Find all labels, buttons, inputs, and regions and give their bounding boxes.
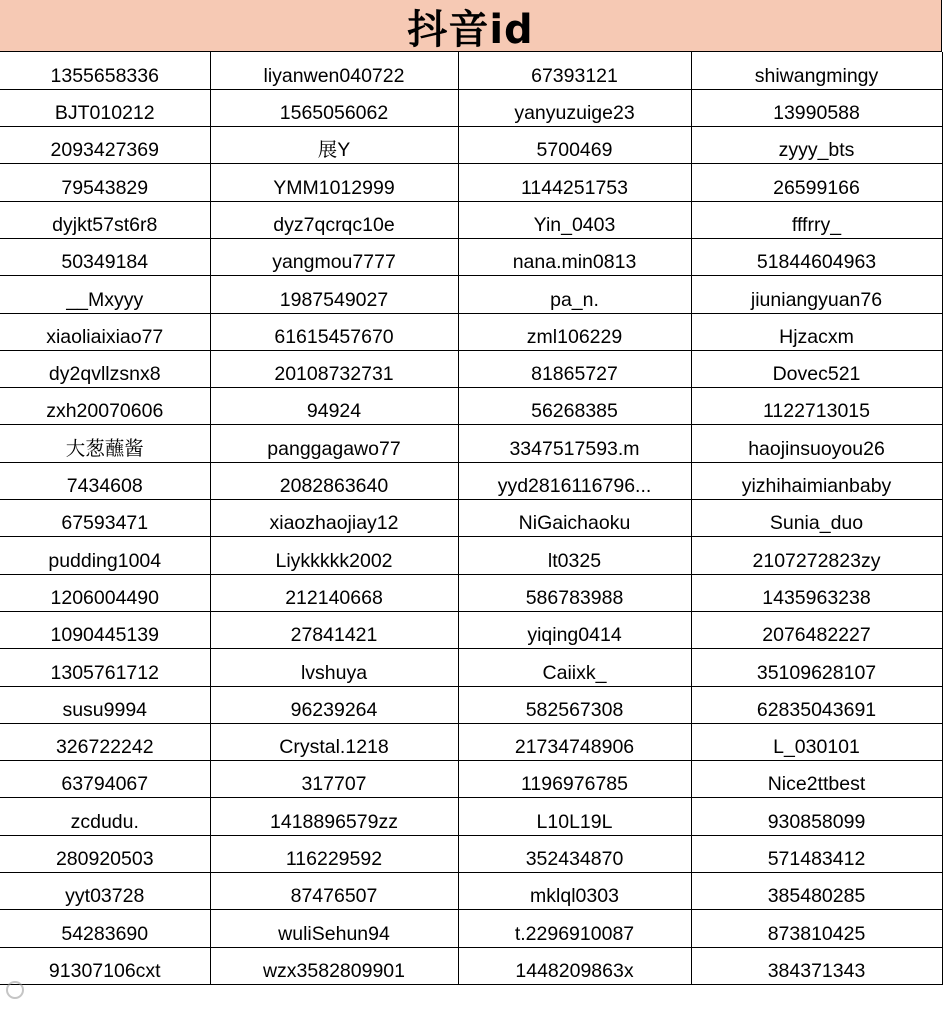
cell-text: 7434608 [66,475,143,498]
table-row [0,350,942,387]
table-cell [210,798,458,835]
table-cell [0,350,210,387]
cell-text: 1418896579zz [270,810,398,833]
cell-text: 586783988 [525,586,624,609]
table-cell [691,462,942,499]
cell-text: 1122713015 [762,400,870,423]
table-cell [0,873,210,910]
cell-text: 27841421 [290,624,378,647]
table-row [0,500,942,537]
cell-text: 1206004490 [50,586,159,609]
table-cell [458,761,691,798]
table-cell [0,52,210,89]
cell-text: xiaoliaixiao77 [46,325,164,348]
table-row [0,873,942,910]
cell-text: 1144251753 [520,176,628,199]
cell-text: 54283690 [61,922,149,945]
table-cell [458,574,691,611]
page-title: 抖音id [407,7,534,53]
table-cell [210,462,458,499]
cell-text: L_030101 [773,736,860,759]
table-row [0,537,942,574]
cell-text: 67393121 [531,64,618,87]
cell-text: 20108732731 [274,363,394,386]
table-cell [0,238,210,275]
cell-text: L10L19L [536,810,613,833]
table-cell [210,611,458,648]
table-cell [210,649,458,686]
table-cell [458,89,691,126]
table-cell [210,537,458,574]
table-row [0,89,942,126]
cell-text: 280920503 [55,848,154,871]
table-cell [458,276,691,313]
cell-text: 326722242 [55,736,154,759]
cell-text: fffrry_ [791,213,842,236]
cell-text: 91307106cxt [48,959,161,982]
cell-text: 1448209863x [515,959,634,982]
table-cell [458,164,691,201]
cell-text: lt0325 [547,549,602,572]
cell-text: lvshuya [300,661,368,684]
cell-text: BJT010212 [54,102,155,125]
cell-text: yanyuzuige23 [514,102,635,125]
table-cell [458,947,691,984]
table-cell [210,947,458,984]
table-cell [0,947,210,984]
table-cell [458,537,691,574]
cell-text: 26599166 [773,176,860,199]
table-cell [691,537,942,574]
table-cell [691,500,942,537]
table-row [0,127,942,164]
table-row [0,947,942,984]
table-cell [691,798,942,835]
cell-text: __Mxyyy [66,288,144,311]
cell-text: t.2296910087 [514,922,635,945]
cell-text: NiGaichaoku [518,512,631,535]
cell-text: Yin_0403 [533,213,616,236]
table-cell [0,910,210,947]
table-cell [0,686,210,723]
cell-text: Nice2ttbest [767,773,866,796]
table-cell [0,537,210,574]
cell-text: zyyy_bts [778,139,855,162]
table-cell [210,238,458,275]
cell-text: 385480285 [767,885,866,908]
table-cell [458,611,691,648]
table-cell [691,686,942,723]
cell-text: 2076482227 [762,624,871,647]
table-cell [458,388,691,425]
cell-text: zcdudu. [70,810,139,833]
table-cell [210,761,458,798]
table-cell [458,649,691,686]
table-cell [458,201,691,238]
table-cell [210,276,458,313]
table-cell [0,723,210,760]
table-row [0,686,942,723]
table-row [0,425,942,462]
cell-text: 873810425 [767,922,866,945]
cell-text: 81865727 [531,363,618,386]
table-cell [691,425,942,462]
cell-text: 1435963238 [762,586,871,609]
table-row [0,313,942,350]
cell-text: 50349184 [61,251,149,274]
table-cell [210,388,458,425]
cell-text: yyd2816116796... [497,475,652,498]
table-cell [210,350,458,387]
table-cell [0,313,210,350]
table-cell [691,164,942,201]
table-row [0,52,942,89]
table-cell [0,649,210,686]
table-cell [0,798,210,835]
table-cell [691,127,942,164]
table-row [0,164,942,201]
cell-text: dyjkt57st6r8 [52,213,158,236]
cell-text: YMM1012999 [273,176,395,199]
cell-text: Caiixk_ [542,661,607,684]
table-cell [691,910,942,947]
cell-text: 56268385 [531,400,618,423]
cell-text: 63794067 [61,773,149,796]
table-row [0,388,942,425]
cell-text: 展Y [317,139,351,162]
cell-text: wzx3582809901 [262,959,406,982]
table-cell [691,350,942,387]
table-cell [210,910,458,947]
table-cell [458,425,691,462]
table-cell [691,723,942,760]
table-cell [0,201,210,238]
table-row [0,276,942,313]
table-cell [458,798,691,835]
table-cell [458,52,691,89]
table-cell [691,649,942,686]
cell-text: 212140668 [285,586,383,609]
cell-text: susu9994 [62,698,148,721]
table-cell [0,388,210,425]
table-cell [210,723,458,760]
table-cell [210,52,458,89]
table-cell [691,89,942,126]
table-cell [691,835,942,872]
cell-text: 13990588 [773,102,860,125]
table-cell [458,462,691,499]
cell-text: haojinsuoyou26 [748,437,885,460]
cell-text: 94924 [306,400,362,423]
cell-text: 571483412 [767,848,866,871]
cell-text: yangmou7777 [272,251,396,274]
cell-text: zml106229 [526,325,623,348]
table-cell [0,164,210,201]
table-cell [458,910,691,947]
cell-text: pa_n. [550,288,599,311]
cell-text: 61615457670 [274,325,394,348]
table-cell [458,873,691,910]
table-cell [210,164,458,201]
cell-text: 2082863640 [279,475,389,498]
table-cell [0,127,210,164]
cell-text: 317707 [301,773,367,796]
table-row [0,835,942,872]
cell-text: jiuniangyuan76 [750,288,883,311]
table-cell [210,873,458,910]
table-cell [691,611,942,648]
table-row [0,723,942,760]
cell-text: shiwangmingy [754,64,879,87]
cell-text: 51844604963 [756,251,877,274]
table-cell [691,52,942,89]
table-row [0,611,942,648]
table-cell [0,835,210,872]
cell-text: nana.min0813 [512,251,637,274]
table-cell [458,127,691,164]
table-row [0,462,942,499]
cell-text: Sunia_duo [769,512,864,535]
cell-text: 1987549027 [279,288,389,311]
table-row [0,649,942,686]
table-cell [210,500,458,537]
table-row [0,910,942,947]
table-cell [691,873,942,910]
table-row [0,238,942,275]
table-cell [210,574,458,611]
cell-text: 62835043691 [756,698,877,721]
table-row [0,761,942,798]
cell-text: 21734748906 [514,736,635,759]
table-cell [458,500,691,537]
table-cell [458,350,691,387]
cell-text: 1090445139 [50,624,159,647]
table-row [0,574,942,611]
table-cell [0,89,210,126]
table-cell [0,462,210,499]
table-cell [458,238,691,275]
table-cell [458,686,691,723]
table-cell [691,238,942,275]
table-cell [0,276,210,313]
cell-text: 352434870 [525,848,624,871]
cell-text: 1196976785 [520,773,628,796]
cell-text: 2107272823zy [752,549,881,572]
cell-text: 67593471 [61,512,149,535]
cell-text: 79543829 [61,176,149,199]
cell-text: dyz7qcrqc10e [273,213,395,236]
table-cell [691,201,942,238]
cell-text: Crystal.1218 [279,736,389,759]
cell-text: 384371343 [767,959,866,982]
id-table [0,52,943,985]
cell-text: 5700469 [536,139,613,162]
table-cell [691,574,942,611]
table-cell [458,723,691,760]
table-cell [458,313,691,350]
header-bar [0,0,942,52]
table-cell [210,313,458,350]
cell-text: 2093427369 [50,139,159,162]
cell-text: mklql0303 [530,885,619,908]
table-cell [0,500,210,537]
table-cell [210,89,458,126]
cell-text: 大葱蘸酱 [65,437,144,460]
table-cell [210,201,458,238]
table-cell [0,611,210,648]
table-row [0,798,942,835]
cell-text: 35109628107 [756,661,877,684]
cell-text: dy2qvllzsnx8 [48,363,161,386]
table-cell [210,425,458,462]
table-cell [0,574,210,611]
cell-text: 1355658336 [50,64,159,87]
cell-text: 116229592 [285,848,383,871]
cell-text: 1565056062 [279,102,389,125]
cell-text: xiaozhaojiay12 [269,512,399,535]
cell-text: 96239264 [290,698,378,721]
cell-text: 87476507 [290,885,378,908]
table-cell [210,686,458,723]
cell-text: 582567308 [525,698,624,721]
table-cell [210,835,458,872]
cell-text: 3347517593.m [509,437,640,460]
cell-text: yyt03728 [65,885,145,908]
cell-text: pudding1004 [48,549,162,572]
table-cell [0,425,210,462]
id-table-body [0,52,942,984]
table-cell [691,388,942,425]
cell-text: 1305761712 [50,661,159,684]
cell-text: Dovec521 [772,363,861,386]
table-cell [691,947,942,984]
cell-text: Liykkkkk2002 [275,549,393,572]
cell-text: yizhihaimianbaby [741,475,892,498]
cell-text: 930858099 [767,810,866,833]
cell-text: zxh20070606 [46,400,164,423]
table-cell [458,835,691,872]
table-cell [691,276,942,313]
table-cell [691,313,942,350]
cell-text: yiqing0414 [527,624,622,647]
cell-text: Hjzacxm [779,325,854,348]
cell-text: liyanwen040722 [263,64,405,87]
cell-text: panggagawo77 [267,437,401,460]
cell-text: wuliSehun94 [278,922,390,945]
table-cell [210,127,458,164]
table-row [0,201,942,238]
table-cell [0,761,210,798]
table-cell [691,761,942,798]
